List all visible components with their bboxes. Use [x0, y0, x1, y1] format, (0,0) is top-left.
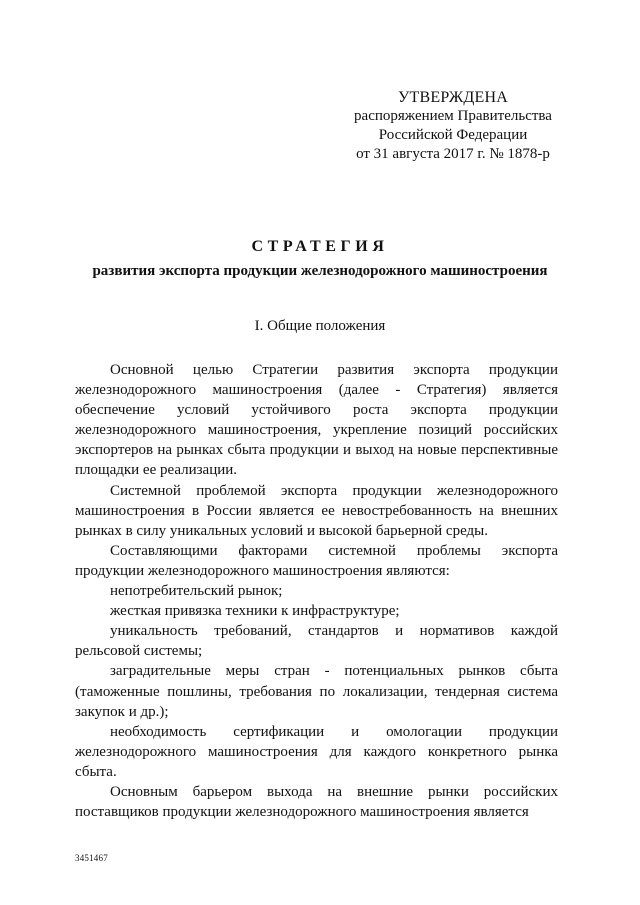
paragraph: Основным барьером выхода на внешние рынки российских поставщиков продукции железнодорожного машиностроения является	[75, 783, 558, 821]
document-title: СТРАТЕГИЯ	[251, 238, 389, 255]
list-item: жесткая привязка техники к инфраструктуре;	[110, 603, 400, 620]
paragraph: Системной проблемой экспорта продукции железнодорожного машиностроения в России является ее невостребованность на внешних рынках в силу уникальных условий и высокой барьерной среды.	[75, 482, 558, 539]
list-item: уникальность требований, стандартов и нормативов каждой рельсовой системы;	[75, 623, 558, 660]
paragraph: Основной целью Стратегии развития экспорта продукции железнодорожного машиностроения (далее - Стратегия) является обеспечение условий устойчивого роста экспорта продукции железнодорожного машиностроения, укрепление позиций российских экспортеров на рынках сбыта продукции и выход на новые перспективные площадки ее реализации.	[75, 362, 558, 479]
approval-line-3: от 31 августа 2017 г. № 1878-р	[356, 146, 550, 162]
document-subtitle: развития экспорта продукции железнодорожного машиностроения	[92, 263, 548, 279]
section-heading: I. Общие положения	[254, 318, 386, 334]
paragraph: Составляющими факторами системной проблемы экспорта продукции железнодорожного машиностроения являются:	[75, 542, 558, 579]
approval-line-1: распоряжением Правительства	[354, 108, 552, 124]
approval-heading: УТВЕРЖДЕНА	[397, 89, 508, 106]
approval-stamp-block	[338, 88, 568, 164]
list-item: заградительные меры стран - потенциальных рынков сбыта (таможенные пошлины, требования по локализации, тендерная система закупок и др.);	[75, 663, 558, 720]
approval-line-2: Российской Федерации	[378, 127, 528, 143]
list-item: непотребительский рынок;	[110, 583, 283, 600]
document-number: 3451467	[75, 853, 108, 863]
list-item: необходимость сертификации и омологации продукции железнодорожного машиностроения для каждого конкретного рынка сбыта.	[75, 723, 558, 780]
body-text	[75, 360, 558, 822]
